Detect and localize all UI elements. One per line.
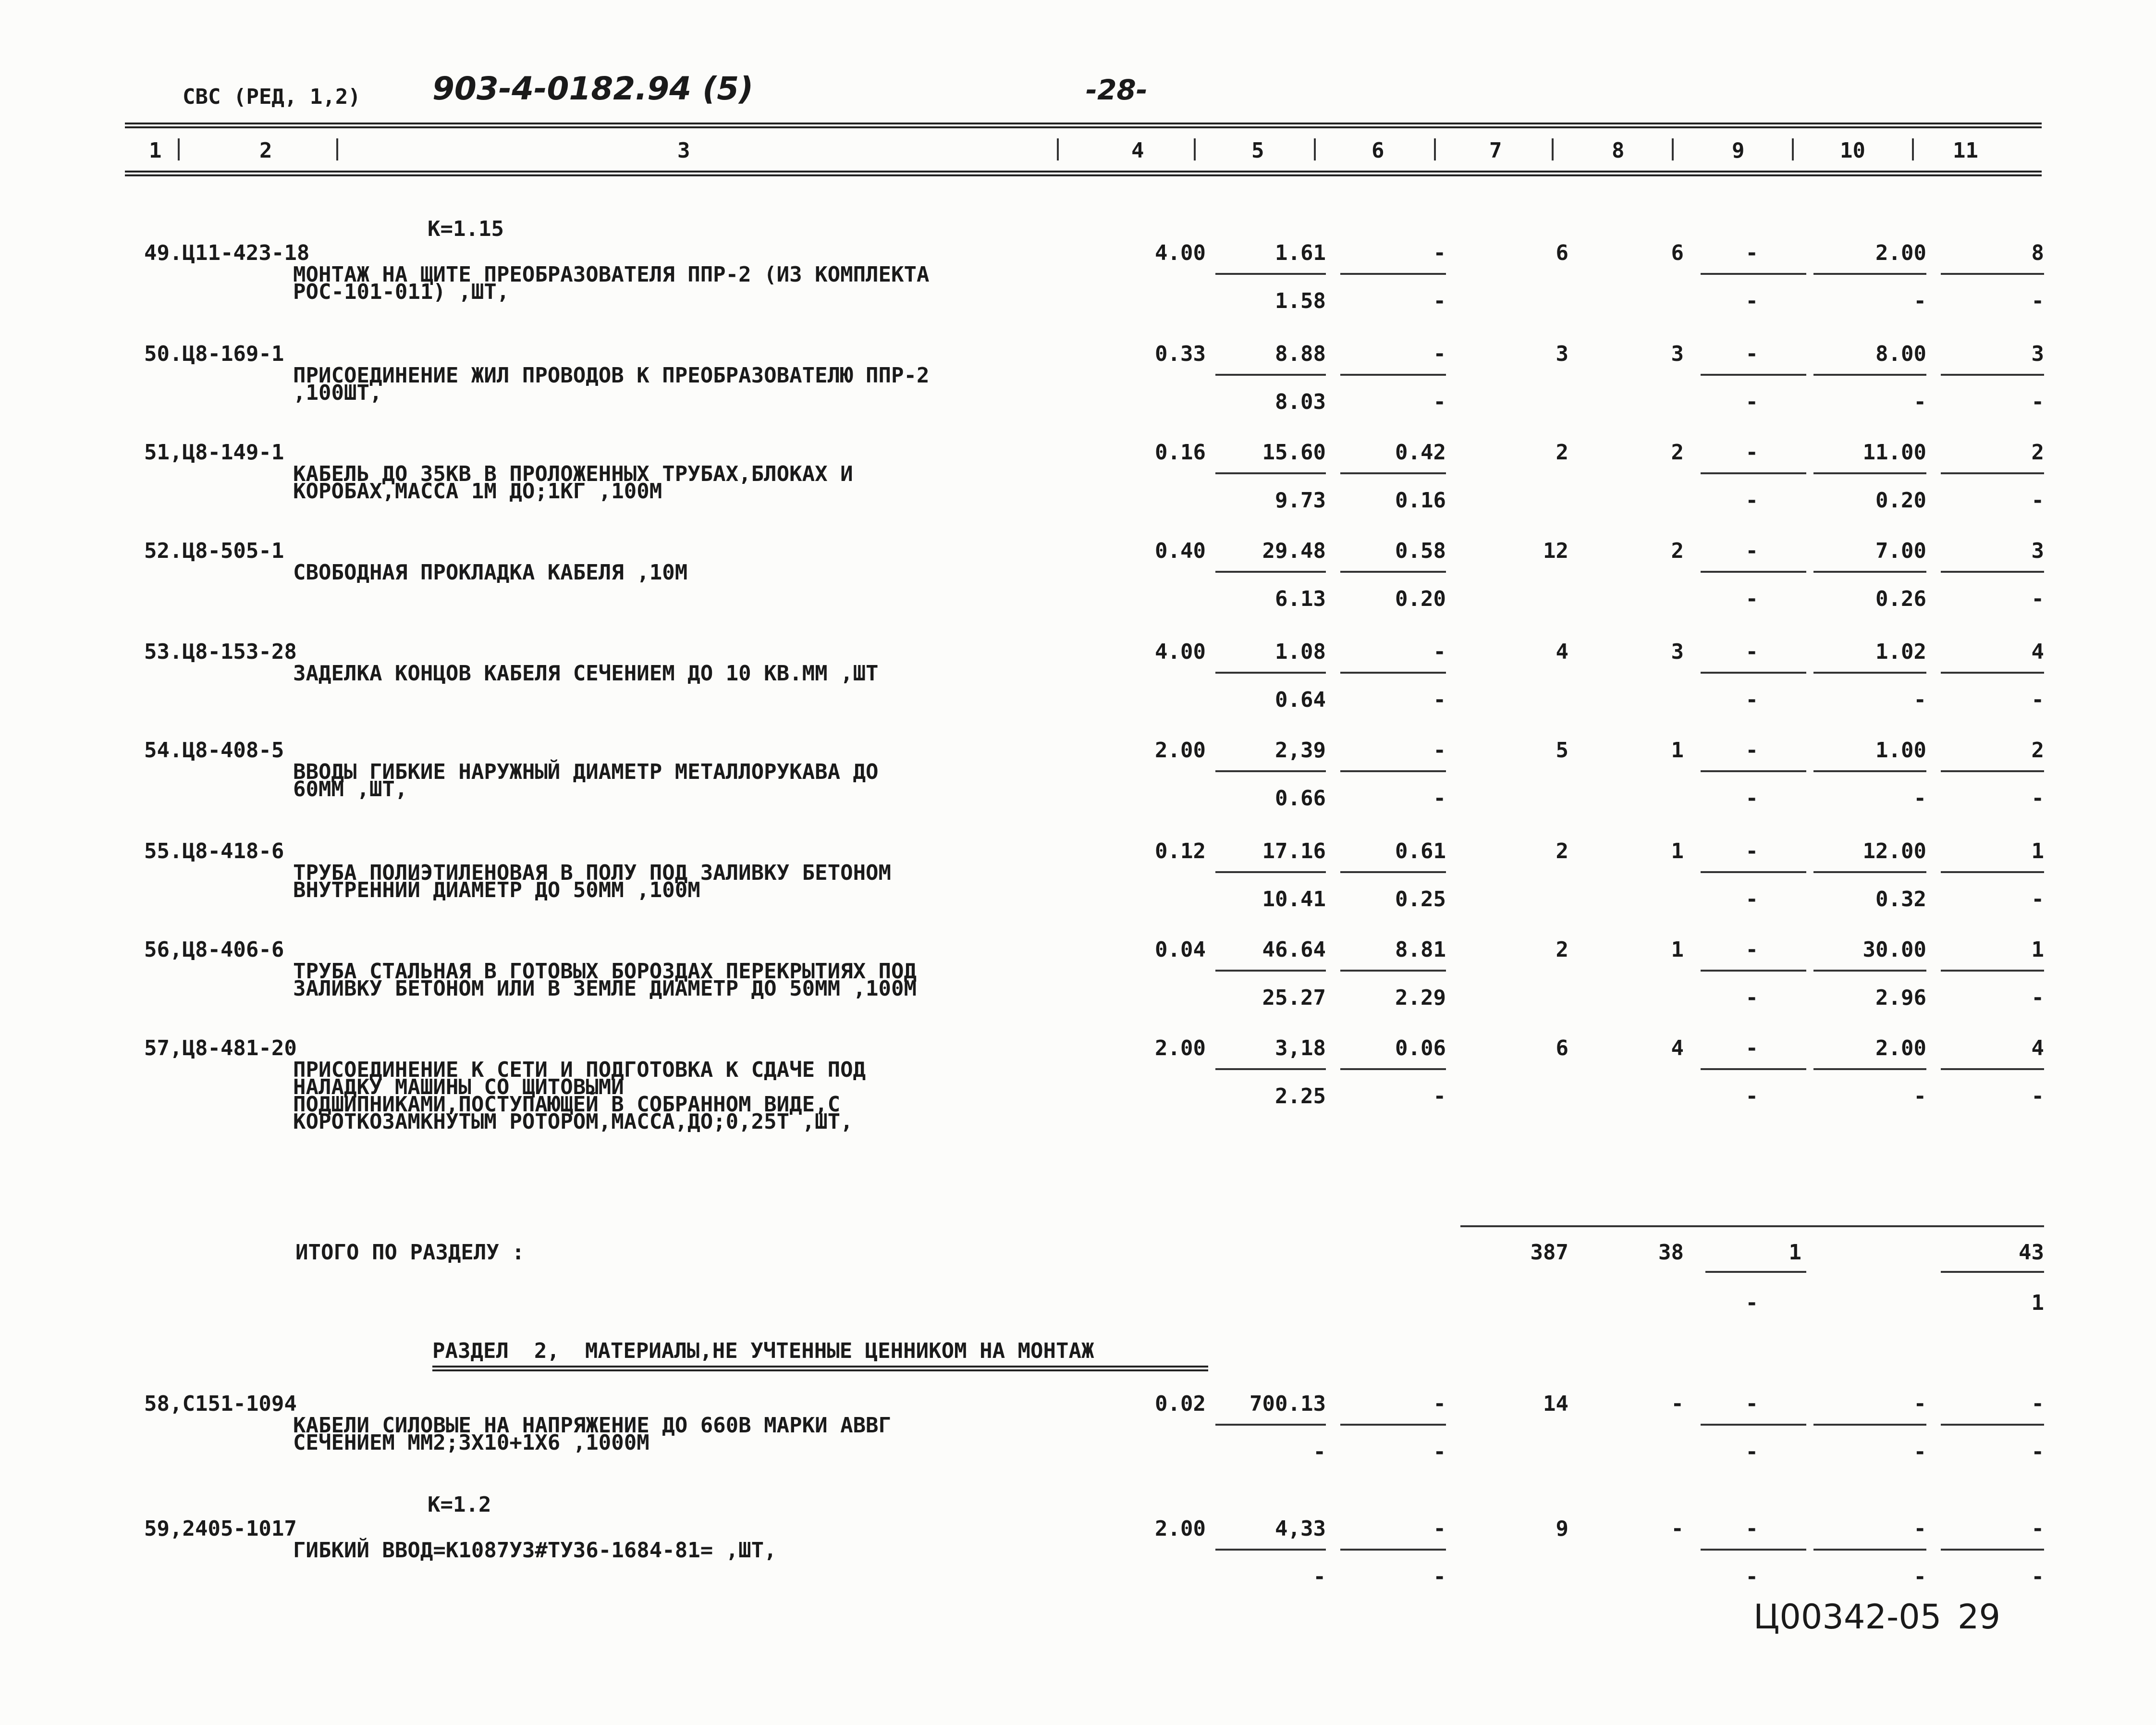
cell-col9-bottom: - xyxy=(1745,786,1758,811)
fraction-rule xyxy=(1340,672,1446,674)
cell-col7: 6 xyxy=(1556,241,1568,265)
cell-col9-bottom: - xyxy=(1745,688,1758,712)
item-description: ,100ШТ, xyxy=(293,381,382,405)
fraction-rule xyxy=(1701,472,1806,474)
cell-col10-bottom: - xyxy=(1913,1565,1926,1589)
cell-col9-top: - xyxy=(1745,738,1758,763)
cell-col10-top: 1.00 xyxy=(1875,738,1926,763)
cell-col11-bottom: - xyxy=(2031,786,2044,811)
fraction-rule xyxy=(1340,770,1446,772)
cell-col7: 4 xyxy=(1556,640,1568,664)
cell-col6-top: - xyxy=(1433,241,1446,265)
cell-col11-bottom: - xyxy=(2031,688,2044,712)
fraction-rule xyxy=(1215,970,1326,972)
cell-col8: 3 xyxy=(1671,640,1684,664)
item-description: ТРУБА СТАЛЬНАЯ В ГОТОВЫХ БОРОЗДАХ ПЕРЕКРЫТИЯХ ПОД xyxy=(293,959,917,984)
fraction-rule xyxy=(1701,871,1806,873)
fraction-rule xyxy=(1813,1549,1926,1551)
cell-col4: 0.04 xyxy=(1155,937,1206,962)
cell-col11-bottom: - xyxy=(2031,887,2044,912)
fraction-rule xyxy=(1215,1549,1326,1551)
column-separator xyxy=(336,138,338,160)
fraction-rule xyxy=(1813,770,1926,772)
cell-col6-top: 0.42 xyxy=(1395,440,1446,465)
cell-col11-bottom: - xyxy=(2031,289,2044,313)
fraction-rule xyxy=(1215,770,1326,772)
cell-col11-bottom: - xyxy=(2031,488,2044,513)
column-separator xyxy=(1057,138,1059,160)
cell-col7: 14 xyxy=(1543,1392,1568,1416)
column-header: 7 xyxy=(1489,138,1502,163)
fraction-rule xyxy=(1813,1068,1926,1070)
cell-col9-top: - xyxy=(1745,839,1758,863)
cell-col10-top: 2.00 xyxy=(1875,241,1926,265)
item-code: 51,Ц8-149-1 xyxy=(144,440,284,465)
cell-col8: 6 xyxy=(1671,241,1684,265)
cell-col7: 12 xyxy=(1543,539,1568,563)
item-code: 49.Ц11-423-18 xyxy=(144,241,310,265)
total-col9: 1 xyxy=(1788,1240,1801,1265)
cell-col4: 0.12 xyxy=(1155,839,1206,863)
item-description: МОНТАЖ НА ЩИТЕ ПРЕОБРАЗОВАТЕЛЯ ППР-2 (ИЗ КОМПЛЕКТА xyxy=(293,262,930,287)
fraction-rule xyxy=(1701,770,1806,772)
item-description: ВНУТРЕННИЙ ДИАМЕТР ДО 50ММ ,100М xyxy=(293,878,700,902)
cell-col4: 4.00 xyxy=(1155,241,1206,265)
fraction-rule xyxy=(1941,871,2044,873)
column-header: 6 xyxy=(1372,138,1384,163)
cell-col9-top: - xyxy=(1745,640,1758,664)
cell-col10-top: 1.02 xyxy=(1875,640,1926,664)
fraction-rule xyxy=(1813,472,1926,474)
cell-col5-top: 3,18 xyxy=(1275,1036,1326,1060)
cell-col10-bottom: - xyxy=(1913,289,1926,313)
fraction-rule xyxy=(1941,1271,2044,1273)
cell-col7: 2 xyxy=(1556,440,1568,465)
cell-col6-top: 8.81 xyxy=(1395,937,1446,962)
cell-col10-top: 12.00 xyxy=(1862,839,1926,863)
item-description: КОРОТКОЗАМКНУТЫМ РОТОРОМ,МАССА,ДО;0,25Т ,ШТ, xyxy=(293,1109,853,1134)
cell-col6-top: 0.06 xyxy=(1395,1036,1446,1060)
cell-col5-bottom: 1.58 xyxy=(1275,289,1326,313)
fraction-rule xyxy=(1215,1424,1326,1426)
cell-col10-bottom: 2.96 xyxy=(1875,986,1926,1010)
cell-col6-bottom: - xyxy=(1433,1084,1446,1109)
cell-col5-bottom: 8.03 xyxy=(1275,390,1326,414)
fraction-rule xyxy=(1215,273,1326,275)
cell-col4: 0.16 xyxy=(1155,440,1206,465)
cell-col10-bottom: - xyxy=(1913,786,1926,811)
cell-col9-bottom: - xyxy=(1745,1440,1758,1464)
fraction-rule xyxy=(1813,273,1926,275)
fraction-rule xyxy=(1941,1068,2044,1070)
cell-col10-bottom: - xyxy=(1913,1084,1926,1109)
cell-col6-top: - xyxy=(1433,1516,1446,1541)
section-title-underline xyxy=(432,1366,1208,1371)
cell-col11-bottom: - xyxy=(2031,1084,2044,1109)
item-code: 59,2405-1017 xyxy=(144,1516,297,1541)
cell-col5-top: 29.48 xyxy=(1262,539,1326,563)
coefficient-label: К=1.2 xyxy=(428,1492,491,1517)
cell-col8: 1 xyxy=(1671,839,1684,863)
cell-col8: 2 xyxy=(1671,440,1684,465)
footer-page-number: 29 xyxy=(1958,1597,2001,1637)
cell-col11-top: 4 xyxy=(2031,1036,2044,1060)
cell-col6-bottom: 0.16 xyxy=(1395,488,1446,513)
cell-col9-top: - xyxy=(1745,342,1758,366)
total-label: ИТОГО ПО РАЗДЕЛУ : xyxy=(295,1240,525,1265)
fraction-rule xyxy=(1701,273,1806,275)
column-header: 2 xyxy=(259,138,272,163)
cell-col9-bottom: - xyxy=(1745,1565,1758,1589)
cell-col9-top: - xyxy=(1745,937,1758,962)
fraction-rule xyxy=(1705,1271,1806,1273)
cell-col5-top: 2,39 xyxy=(1275,738,1326,763)
cell-col5-top: 15.60 xyxy=(1262,440,1326,465)
fraction-rule xyxy=(1215,871,1326,873)
cell-col11-top: 1 xyxy=(2031,839,2044,863)
cell-col4: 2.00 xyxy=(1155,1036,1206,1060)
cell-col10-top: 7.00 xyxy=(1875,539,1926,563)
cell-col11-bottom: - xyxy=(2031,986,2044,1010)
fraction-rule xyxy=(1941,273,2044,275)
item-description: ТРУБА ПОЛИЭТИЛЕНОВАЯ В ПОЛУ ПОД ЗАЛИВКУ БЕТОНОМ xyxy=(293,861,892,885)
fraction-rule xyxy=(1941,770,2044,772)
cell-col10-top: 8.00 xyxy=(1875,342,1926,366)
column-header: 5 xyxy=(1251,138,1264,163)
column-separator xyxy=(1314,138,1316,160)
total-col9-bottom: - xyxy=(1745,1291,1758,1315)
cell-col11-top: - xyxy=(2031,1516,2044,1541)
cell-col5-bottom: 9.73 xyxy=(1275,488,1326,513)
cell-col5-top: 700.13 xyxy=(1250,1392,1326,1416)
column-header: 3 xyxy=(677,138,690,163)
fraction-rule xyxy=(1215,374,1326,376)
cell-col4: 4.00 xyxy=(1155,640,1206,664)
fraction-rule xyxy=(1340,970,1446,972)
fraction-rule xyxy=(1701,374,1806,376)
item-description: ЗАДЕЛКА КОНЦОВ КАБЕЛЯ СЕЧЕНИЕМ ДО 10 КВ.ММ ,ШТ xyxy=(293,661,879,686)
item-description: НАЛАДКУ МАШИНЫ СО ЩИТОВЫМИ xyxy=(293,1075,624,1099)
cell-col9-bottom: - xyxy=(1745,986,1758,1010)
fraction-rule xyxy=(1340,1549,1446,1551)
cell-col5-bottom: - xyxy=(1313,1565,1326,1589)
fraction-rule xyxy=(1701,970,1806,972)
item-description: ПОДШИПНИКАМИ,ПОСТУПАЮЩЕЙ В СОБРАННОМ ВИДЕ,С xyxy=(293,1092,841,1117)
cell-col5-bottom: 10.41 xyxy=(1262,887,1326,912)
item-description: КОРОБАХ,МАССА 1М ДО;1КГ ,100М xyxy=(293,479,662,504)
cell-col10-top: 11.00 xyxy=(1862,440,1926,465)
total-col8: 38 xyxy=(1658,1240,1684,1265)
column-separator xyxy=(1912,138,1914,160)
fraction-rule xyxy=(1941,672,2044,674)
cell-col11-top: 3 xyxy=(2031,342,2044,366)
fraction-rule xyxy=(1701,1068,1806,1070)
fraction-rule xyxy=(1941,571,2044,573)
fraction-rule xyxy=(1340,273,1446,275)
cell-col11-bottom: - xyxy=(2031,587,2044,611)
cell-col5-bottom: 0.66 xyxy=(1275,786,1326,811)
column-separator xyxy=(1672,138,1674,160)
cell-col8: 4 xyxy=(1671,1036,1684,1060)
cell-col6-bottom: - xyxy=(1433,786,1446,811)
fraction-rule xyxy=(1215,1068,1326,1070)
item-description: ПРИСОЕДИНЕНИЕ ЖИЛ ПРОВОДОВ К ПРЕОБРАЗОВАТЕЛЮ ППР-2 xyxy=(293,363,930,388)
cell-col9-top: - xyxy=(1745,440,1758,465)
cell-col11-top: 8 xyxy=(2031,241,2044,265)
item-description: ГИБКИЙ ВВОД=К1087У3#ТУ36-1684-81= ,ШТ, xyxy=(293,1538,777,1563)
column-separator xyxy=(1194,138,1196,160)
cell-col7: 2 xyxy=(1556,937,1568,962)
item-code: 52.Ц8-505-1 xyxy=(144,539,284,563)
cell-col11-top: 1 xyxy=(2031,937,2044,962)
column-separator xyxy=(1792,138,1794,160)
fraction-rule xyxy=(1340,1068,1446,1070)
cell-col6-bottom: - xyxy=(1433,688,1446,712)
column-header: 8 xyxy=(1612,138,1625,163)
cell-col4: 0.33 xyxy=(1155,342,1206,366)
cell-col7: 5 xyxy=(1556,738,1568,763)
fraction-rule xyxy=(1340,571,1446,573)
cell-col9-bottom: - xyxy=(1745,488,1758,513)
cell-col5-bottom: 6.13 xyxy=(1275,587,1326,611)
item-description: КАБЕЛИ СИЛОВЫЕ НА НАПРЯЖЕНИЕ ДО 660В МАРКИ АВВГ xyxy=(293,1413,892,1438)
total-col7: 387 xyxy=(1530,1240,1568,1265)
fraction-rule xyxy=(1340,374,1446,376)
fraction-rule xyxy=(1215,472,1326,474)
footer-stamp: Ц00342-05 xyxy=(1753,1597,1942,1637)
fraction-rule xyxy=(1701,672,1806,674)
fraction-rule xyxy=(1941,970,2044,972)
column-header: 1 xyxy=(149,138,162,163)
total-rule xyxy=(1460,1225,2044,1227)
coefficient-label: К=1.15 xyxy=(428,217,504,241)
cell-col10-top: - xyxy=(1913,1392,1926,1416)
column-header: 10 xyxy=(1840,138,1865,163)
cell-col10-bottom: 0.20 xyxy=(1875,488,1926,513)
fraction-rule xyxy=(1813,571,1926,573)
column-separator xyxy=(178,138,180,160)
cell-col6-bottom: - xyxy=(1433,1565,1446,1589)
item-description: РОС-101-011) ,ШТ, xyxy=(293,280,510,304)
cell-col8: 1 xyxy=(1671,937,1684,962)
cell-col9-top: - xyxy=(1745,1516,1758,1541)
cell-col4: 2.00 xyxy=(1155,1516,1206,1541)
item-code: 57,Ц8-481-20 xyxy=(144,1036,297,1060)
item-description: ПРИСОЕДИНЕНИЕ К СЕТИ И ПОДГОТОВКА К СДАЧЕ ПОД xyxy=(293,1058,866,1082)
cell-col11-top: 2 xyxy=(2031,738,2044,763)
cell-col8: - xyxy=(1671,1516,1684,1541)
cell-col6-top: 0.58 xyxy=(1395,539,1446,563)
cell-col9-bottom: - xyxy=(1745,289,1758,313)
fraction-rule xyxy=(1340,1424,1446,1426)
fraction-rule xyxy=(1941,1549,2044,1551)
cell-col10-bottom: - xyxy=(1913,1440,1926,1464)
column-header: 9 xyxy=(1732,138,1745,163)
cell-col6-top: - xyxy=(1433,640,1446,664)
cell-col9-bottom: - xyxy=(1745,1084,1758,1109)
item-code: 50.Ц8-169-1 xyxy=(144,342,284,366)
fraction-rule xyxy=(1813,374,1926,376)
fraction-rule xyxy=(1215,571,1326,573)
cell-col10-bottom: - xyxy=(1913,688,1926,712)
cell-col6-bottom: 2.29 xyxy=(1395,986,1446,1010)
fraction-rule xyxy=(1941,1424,2044,1426)
cell-col10-bottom: 0.32 xyxy=(1875,887,1926,912)
cell-col9-top: - xyxy=(1745,1392,1758,1416)
cell-col6-bottom: - xyxy=(1433,289,1446,313)
item-code: 58,С151-1094 xyxy=(144,1392,297,1416)
cell-col7: 6 xyxy=(1556,1036,1568,1060)
cell-col6-bottom: - xyxy=(1433,1440,1446,1464)
fraction-rule xyxy=(1215,672,1326,674)
cell-col5-top: 46.64 xyxy=(1262,937,1326,962)
cell-col6-top: - xyxy=(1433,738,1446,763)
header-rule-bottom xyxy=(125,171,2042,176)
item-description: ЗАЛИВКУ БЕТОНОМ ИЛИ В ЗЕМЛЕ ДИАМЕТР ДО 50ММ ,100М xyxy=(293,976,917,1001)
cell-col6-bottom: - xyxy=(1433,390,1446,414)
cell-col11-top: 2 xyxy=(2031,440,2044,465)
cell-col8: 2 xyxy=(1671,539,1684,563)
cell-col11-bottom: - xyxy=(2031,1565,2044,1589)
cell-col6-top: 0.61 xyxy=(1395,839,1446,863)
fraction-rule xyxy=(1813,970,1926,972)
fraction-rule xyxy=(1701,1549,1806,1551)
header-rule-top xyxy=(125,123,2042,128)
fraction-rule xyxy=(1813,1424,1926,1426)
fraction-rule xyxy=(1941,472,2044,474)
fraction-rule xyxy=(1340,472,1446,474)
cell-col9-bottom: - xyxy=(1745,887,1758,912)
fraction-rule xyxy=(1941,374,2044,376)
page-number-top: -28- xyxy=(1086,74,1148,106)
total-col11-top: 43 xyxy=(2019,1240,2044,1265)
item-code: 53.Ц8-153-28 xyxy=(144,640,297,664)
fraction-rule xyxy=(1340,871,1446,873)
cell-col10-bottom: - xyxy=(1913,390,1926,414)
cell-col5-bottom: 25.27 xyxy=(1262,986,1326,1010)
fraction-rule xyxy=(1701,1424,1806,1426)
item-description: СЕЧЕНИЕМ ММ2;3Х10+1Х6 ,1000М xyxy=(293,1430,649,1455)
cell-col11-top: - xyxy=(2031,1392,2044,1416)
fraction-rule xyxy=(1701,571,1806,573)
item-code: 55.Ц8-418-6 xyxy=(144,839,284,863)
cell-col7: 9 xyxy=(1556,1516,1568,1541)
cell-col4: 0.40 xyxy=(1155,539,1206,563)
section-title: РАЗДЕЛ 2, МАТЕРИАЛЫ,НЕ УЧТЕННЫЕ ЦЕННИКОМ НА МОНТАЖ xyxy=(432,1339,1094,1363)
cell-col11-bottom: - xyxy=(2031,390,2044,414)
cell-col9-top: - xyxy=(1745,1036,1758,1060)
item-description: 60ММ ,ШТ, xyxy=(293,777,408,801)
cell-col6-bottom: 0.20 xyxy=(1395,587,1446,611)
item-description: СВОБОДНАЯ ПРОКЛАДКА КАБЕЛЯ ,10М xyxy=(293,560,688,585)
cell-col5-bottom: - xyxy=(1313,1440,1326,1464)
cell-col5-bottom: 0.64 xyxy=(1275,688,1326,712)
cell-col7: 3 xyxy=(1556,342,1568,366)
column-header: 11 xyxy=(1953,138,1978,163)
cell-col10-top: - xyxy=(1913,1516,1926,1541)
cell-col8: - xyxy=(1671,1392,1684,1416)
document-number: 903-4-0182.94 (5) xyxy=(432,70,754,107)
item-code: 56,Ц8-406-6 xyxy=(144,937,284,962)
cell-col5-top: 4,33 xyxy=(1275,1516,1326,1541)
cell-col6-top: - xyxy=(1433,342,1446,366)
cell-col6-bottom: 0.25 xyxy=(1395,887,1446,912)
cell-col6-top: - xyxy=(1433,1392,1446,1416)
column-header: 4 xyxy=(1131,138,1144,163)
cell-col5-top: 1.08 xyxy=(1275,640,1326,664)
item-description: ВВОДЫ ГИБКИЕ НАРУЖНЫЙ ДИАМЕТР МЕТАЛЛОРУКАВА ДО xyxy=(293,760,879,784)
item-description: КАБЕЛЬ ДО 35КВ В ПРОЛОЖЕННЫХ ТРУБАХ,БЛОКАХ И xyxy=(293,462,853,486)
cell-col10-top: 30.00 xyxy=(1862,937,1926,962)
cell-col11-top: 3 xyxy=(2031,539,2044,563)
header-left: СВС (РЕД, 1,2) xyxy=(183,85,361,109)
cell-col8: 1 xyxy=(1671,738,1684,763)
cell-col9-top: - xyxy=(1745,539,1758,563)
cell-col11-top: 4 xyxy=(2031,640,2044,664)
cell-col5-bottom: 2.25 xyxy=(1275,1084,1326,1109)
cell-col10-bottom: 0.26 xyxy=(1875,587,1926,611)
column-separator xyxy=(1552,138,1554,160)
fraction-rule xyxy=(1813,672,1926,674)
item-code: 54.Ц8-408-5 xyxy=(144,738,284,763)
cell-col9-bottom: - xyxy=(1745,587,1758,611)
cell-col5-top: 17.16 xyxy=(1262,839,1326,863)
cell-col4: 2.00 xyxy=(1155,738,1206,763)
cell-col10-top: 2.00 xyxy=(1875,1036,1926,1060)
fraction-rule xyxy=(1813,871,1926,873)
cell-col7: 2 xyxy=(1556,839,1568,863)
cell-col5-top: 8.88 xyxy=(1275,342,1326,366)
cell-col11-bottom: - xyxy=(2031,1440,2044,1464)
cell-col9-bottom: - xyxy=(1745,390,1758,414)
cell-col5-top: 1.61 xyxy=(1275,241,1326,265)
cell-col8: 3 xyxy=(1671,342,1684,366)
column-separator xyxy=(1434,138,1436,160)
total-col11-bottom: 1 xyxy=(2031,1291,2044,1315)
cell-col4: 0.02 xyxy=(1155,1392,1206,1416)
cell-col9-top: - xyxy=(1745,241,1758,265)
